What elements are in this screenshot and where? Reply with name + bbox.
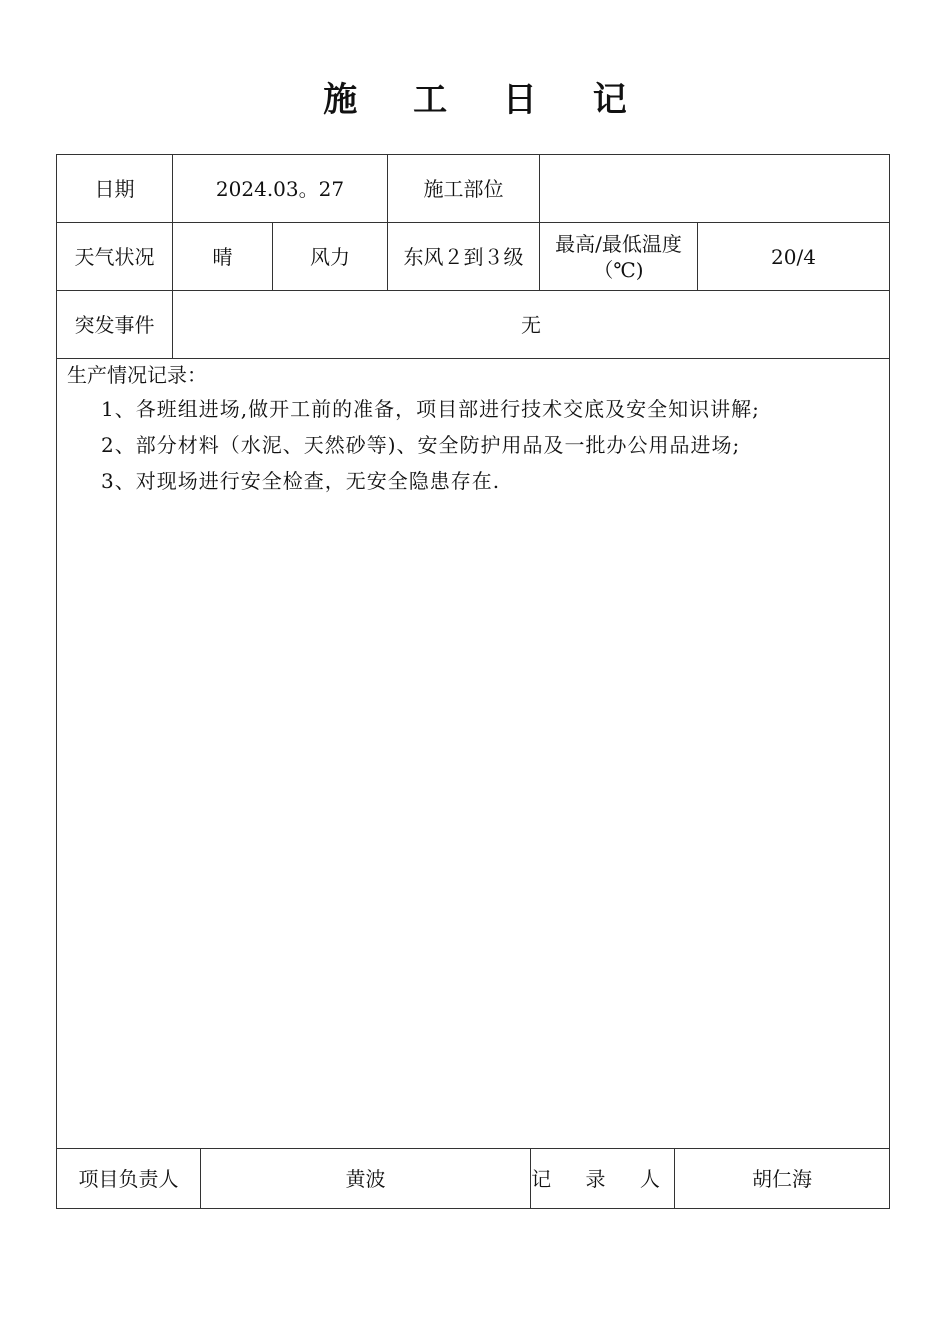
temperature-value: 20/4 <box>771 244 816 269</box>
incident-label: 突发事件 <box>74 312 155 337</box>
recorder-value: 胡仁海 <box>752 1167 812 1191</box>
record-item: 3、对现场进行安全检查，无安全隐患存在. <box>101 469 501 493</box>
date-label: 日期 <box>94 176 135 201</box>
weather-label: 天气状况 <box>74 244 155 269</box>
production-record-title: 生产情况记录： <box>67 363 207 387</box>
record-item: 2、部分材料（水泥、天然砂等)、安全防护用品及一批办公用品进场; <box>101 433 741 457</box>
weather-value: 晴 <box>212 244 233 269</box>
temperature-label-line2: （℃) <box>593 257 644 282</box>
location-value <box>540 155 889 222</box>
construction-diary-table <box>56 154 890 1209</box>
project-manager-label: 项目负责人 <box>78 1167 179 1191</box>
record-item: 1、各班组进场,做开工前的准备，项目部进行技术交底及安全知识讲解; <box>101 397 760 421</box>
page-title: 施 工 日 记 <box>323 80 649 120</box>
project-manager-value: 黄波 <box>345 1167 386 1191</box>
temperature-label <box>540 223 697 290</box>
recorder-label: 记 录 人 <box>531 1167 674 1191</box>
production-record-list <box>101 391 881 499</box>
location-label: 施工部位 <box>423 176 504 201</box>
temperature-label-line1: 最高/最低温度 <box>555 231 682 256</box>
wind-label: 风力 <box>310 244 350 269</box>
incident-value: 无 <box>521 312 541 337</box>
date-value: 2024.03。27 <box>215 176 345 201</box>
wind-value: 东风２到３级 <box>403 244 524 269</box>
